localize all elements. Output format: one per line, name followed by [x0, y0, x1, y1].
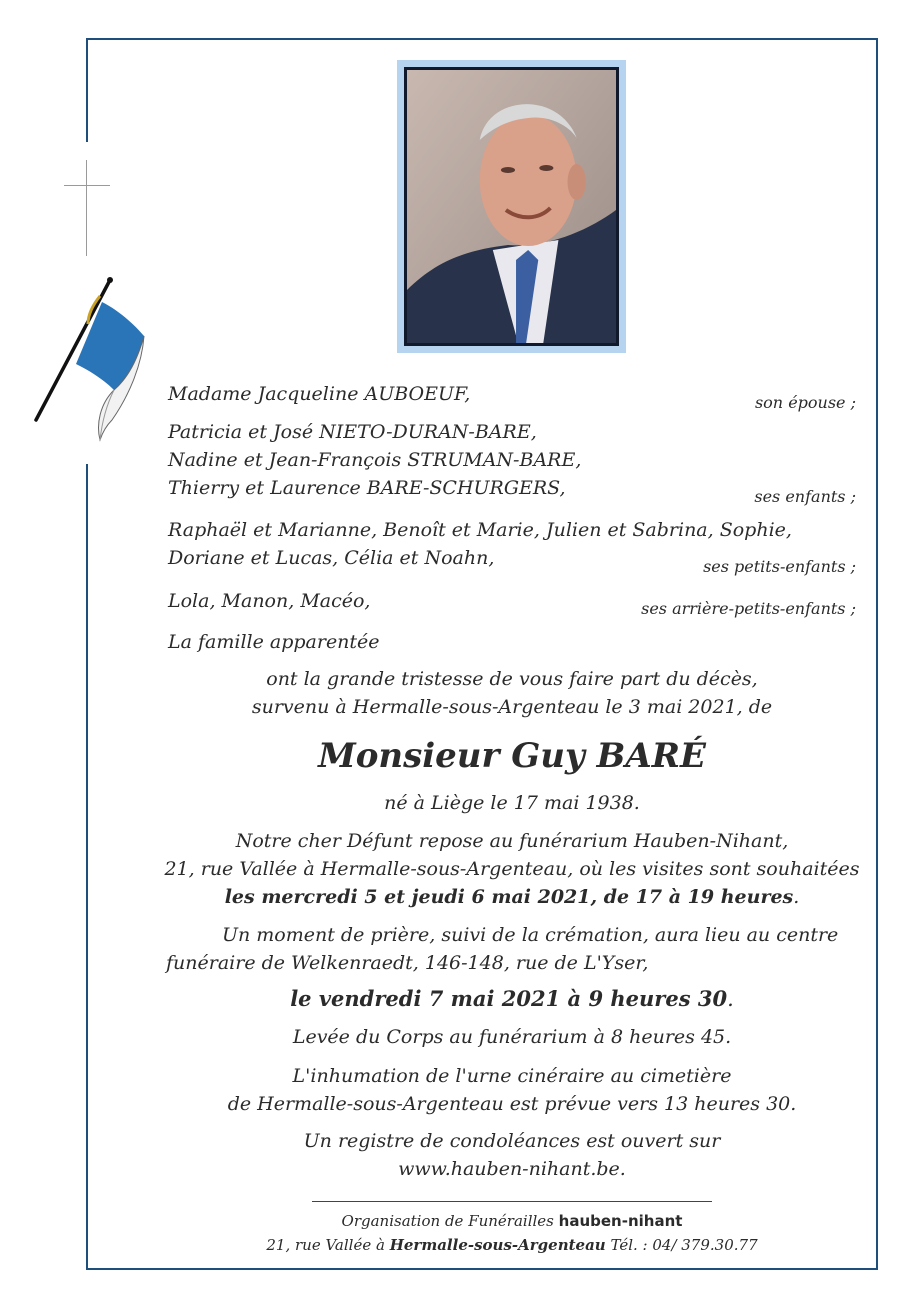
footer-address [86, 1236, 918, 1254]
grandchild-line: Raphaël et Marianne, Benoît et Marie, Julien et Sabrina, Sophie, [168, 519, 792, 541]
footer-address-town: Hermalle-sous-Argenteau [389, 1236, 606, 1254]
great-grandchildren-role: ses arrière-petits-enfants ; [641, 599, 856, 618]
brand-logo: hauben-nihant [558, 1212, 683, 1230]
grandchild-line: Doriane et Lucas, Célia et Noahn, [168, 547, 495, 569]
child-line: Thierry et Laurence BARE-SCHURGERS, [168, 477, 566, 499]
ceremony-line: Un moment de prière, suivi de la crémation, aura lieu au centre [222, 924, 839, 946]
burial-line: de Hermalle-sous-Argenteau est prévue vers 13 heures 30. [227, 1093, 797, 1115]
spouse-name: Madame Jacqueline AUBOEUF, [168, 383, 471, 405]
great-grandchildren: Lola, Manon, Macéo, [168, 590, 371, 612]
levee-line: Levée du Corps au funérarium à 8 heures 45. [292, 1026, 732, 1048]
portrait-photo [404, 67, 619, 346]
relatives: La famille apparentée [168, 631, 380, 653]
footer-phone: Tél. : 04/ 379.30.77 [610, 1236, 758, 1254]
visits-dates [86, 883, 918, 911]
spouse-role: son épouse ; [754, 393, 856, 412]
footer-divider [312, 1201, 712, 1202]
birth-info: né à Liège le 17 mai 1938. [384, 792, 640, 814]
ceremony-date-text: le vendredi 7 mai 2021 à 9 heures 30 [290, 986, 728, 1011]
footer-org-prefix: Organisation de Funérailles [341, 1212, 554, 1230]
ceremony-dot: . [727, 987, 734, 1011]
ceremony-line: funéraire de Welkenraedt, 146-148, rue de L'Yser, [166, 952, 649, 974]
register-url[interactable]: www.hauben-nihant.be. [398, 1158, 626, 1180]
announcement-line: ont la grande tristesse de vous faire part du décès, [266, 668, 758, 690]
deceased-name: Monsieur Guy BARÉ [318, 736, 706, 776]
visits-dot: . [793, 886, 800, 908]
visits-line: 21, rue Vallée à Hermalle-sous-Argenteau, où les visites sont souhaitées [164, 858, 860, 880]
burial-line: L'inhumation de l'urne cinéraire au cimetière [292, 1065, 732, 1087]
children-role: ses enfants ; [754, 487, 856, 506]
visits-dates-text: les mercredi 5 et jeudi 6 mai 2021, de 17 à 19 heures [224, 886, 794, 908]
visits-line: Notre cher Défunt repose au funérarium Hauben-Nihant, [235, 830, 789, 852]
footer-address-prefix: 21, rue Vallée à [266, 1236, 385, 1254]
grandchildren-role: ses petits-enfants ; [703, 557, 856, 576]
register-line: Un registre de condoléances est ouvert sur [303, 1130, 721, 1152]
flag-icon [30, 274, 150, 444]
portrait-frame [397, 60, 626, 353]
cross-icon [86, 160, 87, 256]
ceremony-date [86, 985, 918, 1013]
child-line: Nadine et Jean-François STRUMAN-BARE, [168, 449, 582, 471]
cross-icon-bar [64, 185, 110, 186]
announcement-line: survenu à Hermalle-sous-Argenteau le 3 mai 2021, de [251, 696, 773, 718]
child-line: Patricia et José NIETO-DURAN-BARE, [168, 421, 537, 443]
footer-organisation [86, 1212, 918, 1230]
